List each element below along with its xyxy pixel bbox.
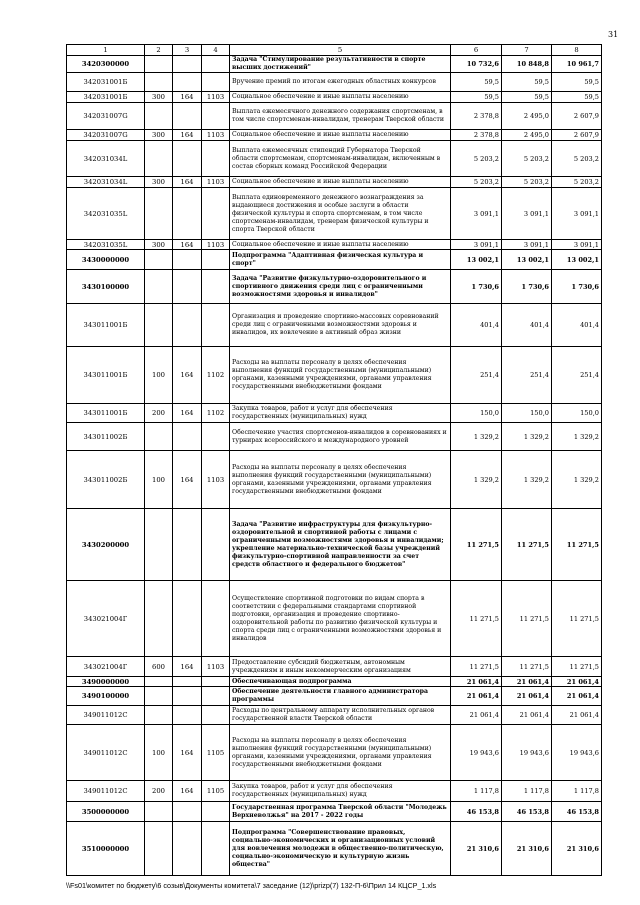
subsection-cell: 1105 bbox=[202, 781, 230, 802]
ministry-cell bbox=[173, 822, 202, 876]
subsection-cell bbox=[202, 509, 230, 581]
ministry-cell bbox=[173, 423, 202, 451]
subsection-cell bbox=[202, 687, 230, 706]
amount-2018-cell: 46 153,8 bbox=[502, 802, 552, 822]
description-cell: Организация и проведение спортивно-массовых соревнований среди лиц с ограниченными возможностями здоровья и инвалидов, их вовлечение в активный образ жизни bbox=[230, 304, 451, 347]
table-row bbox=[67, 188, 602, 240]
header-cell: 5 bbox=[230, 45, 451, 56]
description-cell: Государственная программа Тверской области "Молодежь Верхневолжья" на 2017 - 2022 годы bbox=[230, 802, 451, 822]
table-row bbox=[67, 103, 602, 130]
amount-2017-cell: 401,4 bbox=[451, 304, 502, 347]
code-cell: 342031035L bbox=[67, 188, 145, 240]
section-cell: 300 bbox=[145, 177, 173, 188]
description-cell: Задача "Развитие инфраструктуры для физкультурно-оздоровительной и спортивной работы с лицами с ограниченными возможностями здоровья и инвалидами; укрепление материально-технической базы учреждений физкультурно-спортивной направленности за счет средств областного и федерального бюджетов" bbox=[230, 509, 451, 581]
ministry-cell bbox=[173, 509, 202, 581]
table-row bbox=[67, 73, 602, 92]
amount-2019-cell: 11 271,5 bbox=[552, 581, 602, 657]
table-row bbox=[67, 581, 602, 657]
code-cell: 3510000000 bbox=[67, 822, 145, 876]
amount-2019-cell: 11 271,5 bbox=[552, 509, 602, 581]
description-cell: Расходы на выплаты персоналу в целях обеспечения выполнения функций государственными (муниципальными) органами, казенными учреждениями, органами управления государственными внебюджетными фондами bbox=[230, 725, 451, 781]
header-cell: 2 bbox=[145, 45, 173, 56]
amount-2018-cell: 5 203,2 bbox=[502, 177, 552, 188]
ministry-cell: 164 bbox=[173, 347, 202, 404]
description-cell: Задача "Развитие физкультурно-оздоровительного и спортивного движения среди лиц с ограниченными возможностями здоровья и инвалидов" bbox=[230, 270, 451, 304]
amount-2018-cell: 3 091,1 bbox=[502, 240, 552, 250]
ministry-cell bbox=[173, 304, 202, 347]
header-cell: 4 bbox=[202, 45, 230, 56]
section-cell bbox=[145, 304, 173, 347]
amount-2017-cell: 1 117,8 bbox=[451, 781, 502, 802]
description-cell: Осуществление спортивной подготовки по видам спорта в соответствии с федеральными стандартами спортивной подготовки, организация и проведение спортивно-оздоровительной работы по развитию физической культуры и спорта среди лиц с ограниченными возможностями здоровья и инвалидов bbox=[230, 581, 451, 657]
description-cell: Выплата ежемесячных стипендий Губернатора Тверской области спортсменам, спортсменам-инвалидам, включенным в состав сборных команд Российской Федерации bbox=[230, 141, 451, 177]
amount-2019-cell: 2 607,9 bbox=[552, 130, 602, 141]
table-row bbox=[67, 657, 602, 677]
ministry-cell bbox=[173, 141, 202, 177]
ministry-cell: 164 bbox=[173, 781, 202, 802]
ministry-cell bbox=[173, 73, 202, 92]
table-row bbox=[67, 802, 602, 822]
amount-2019-cell: 3 091,1 bbox=[552, 188, 602, 240]
description-cell: Выплата ежемесячного денежного содержания спортсменам, в том числе спортсменам-инвалидам, тренерам Тверской области bbox=[230, 103, 451, 130]
table-row bbox=[67, 56, 602, 73]
subsection-cell bbox=[202, 822, 230, 876]
subsection-cell bbox=[202, 581, 230, 657]
amount-2018-cell: 1 730,6 bbox=[502, 270, 552, 304]
section-cell bbox=[145, 73, 173, 92]
subsection-cell bbox=[202, 423, 230, 451]
subsection-cell: 1102 bbox=[202, 347, 230, 404]
amount-2019-cell: 1 329,2 bbox=[552, 451, 602, 509]
section-cell: 100 bbox=[145, 347, 173, 404]
amount-2018-cell: 11 271,5 bbox=[502, 581, 552, 657]
amount-2018-cell: 1 329,2 bbox=[502, 423, 552, 451]
description-cell: Обеспечивающая подпрограмма bbox=[230, 677, 451, 687]
description-cell: Подпрограмма "Адаптивная физическая культура и спорт" bbox=[230, 250, 451, 270]
code-cell: 3500000000 bbox=[67, 802, 145, 822]
amount-2017-cell: 3 091,1 bbox=[451, 188, 502, 240]
section-cell bbox=[145, 270, 173, 304]
code-cell: 343021004Г bbox=[67, 657, 145, 677]
ministry-cell bbox=[173, 56, 202, 73]
amount-2019-cell: 251,4 bbox=[552, 347, 602, 404]
ministry-cell bbox=[173, 687, 202, 706]
amount-2017-cell: 2 378,8 bbox=[451, 103, 502, 130]
section-cell bbox=[145, 188, 173, 240]
table-row bbox=[67, 423, 602, 451]
table-row bbox=[67, 304, 602, 347]
section-cell bbox=[145, 802, 173, 822]
table-row bbox=[67, 347, 602, 404]
ministry-cell bbox=[173, 677, 202, 687]
subsection-cell bbox=[202, 73, 230, 92]
amount-2019-cell: 1 329,2 bbox=[552, 423, 602, 451]
amount-2017-cell: 11 271,5 bbox=[451, 657, 502, 677]
amount-2017-cell: 2 378,8 bbox=[451, 130, 502, 141]
subsection-cell: 1105 bbox=[202, 725, 230, 781]
amount-2019-cell: 10 961,7 bbox=[552, 56, 602, 73]
table-row bbox=[67, 687, 602, 706]
amount-2017-cell: 21 061,4 bbox=[451, 677, 502, 687]
subsection-cell bbox=[202, 706, 230, 725]
table-row bbox=[67, 130, 602, 141]
code-cell: 342031034L bbox=[67, 141, 145, 177]
section-cell: 200 bbox=[145, 781, 173, 802]
header-row bbox=[67, 45, 602, 56]
section-cell bbox=[145, 677, 173, 687]
amount-2018-cell: 59,5 bbox=[502, 73, 552, 92]
amount-2018-cell: 21 061,4 bbox=[502, 687, 552, 706]
section-cell bbox=[145, 706, 173, 725]
file-path-footer: \\Fs01\комитет по бюджету\6 созыв\Документы комитета\7 заседание (12)\prizp(7) 132-П-6\Прил 14 КЦСР_1.xls bbox=[66, 881, 437, 890]
amount-2018-cell: 59,5 bbox=[502, 92, 552, 103]
code-cell: 343011001Б bbox=[67, 304, 145, 347]
description-cell: Расходы по центральному аппарату исполнительных органов государственной власти Тверской области bbox=[230, 706, 451, 725]
section-cell bbox=[145, 56, 173, 73]
subsection-cell bbox=[202, 677, 230, 687]
ministry-cell bbox=[173, 581, 202, 657]
ministry-cell: 164 bbox=[173, 240, 202, 250]
table-row bbox=[67, 270, 602, 304]
code-cell: 3420300000 bbox=[67, 56, 145, 73]
header-cell: 8 bbox=[552, 45, 602, 56]
table-row bbox=[67, 509, 602, 581]
section-cell: 100 bbox=[145, 451, 173, 509]
amount-2017-cell: 1 730,6 bbox=[451, 270, 502, 304]
header-cell: 3 bbox=[173, 45, 202, 56]
code-cell: 343021004Г bbox=[67, 581, 145, 657]
amount-2017-cell: 21 310,6 bbox=[451, 822, 502, 876]
amount-2017-cell: 3 091,1 bbox=[451, 240, 502, 250]
ministry-cell: 164 bbox=[173, 657, 202, 677]
table-row bbox=[67, 677, 602, 687]
subsection-cell: 1103 bbox=[202, 657, 230, 677]
description-cell: Обеспечение деятельности главного администратора программы bbox=[230, 687, 451, 706]
subsection-cell: 1103 bbox=[202, 451, 230, 509]
amount-2018-cell: 21 310,6 bbox=[502, 822, 552, 876]
amount-2017-cell: 46 153,8 bbox=[451, 802, 502, 822]
section-cell: 600 bbox=[145, 657, 173, 677]
amount-2018-cell: 19 943,6 bbox=[502, 725, 552, 781]
section-cell: 100 bbox=[145, 725, 173, 781]
amount-2018-cell: 2 495,0 bbox=[502, 103, 552, 130]
description-cell: Предоставление субсидий бюджетным, автономным учреждениям и иным некоммерческим организациям bbox=[230, 657, 451, 677]
description-cell: Социальное обеспечение и иные выплаты населению bbox=[230, 130, 451, 141]
subsection-cell bbox=[202, 802, 230, 822]
subsection-cell: 1102 bbox=[202, 404, 230, 423]
ministry-cell bbox=[173, 103, 202, 130]
description-cell: Социальное обеспечение и иные выплаты населению bbox=[230, 177, 451, 188]
description-cell: Закупка товаров, работ и услуг для обеспечения государственных (муниципальных) нужд bbox=[230, 404, 451, 423]
ministry-cell: 164 bbox=[173, 130, 202, 141]
description-cell: Задача "Стимулирование результативности в спорте высших достижений" bbox=[230, 56, 451, 73]
ministry-cell bbox=[173, 250, 202, 270]
subsection-cell bbox=[202, 250, 230, 270]
code-cell: 3490100000 bbox=[67, 687, 145, 706]
code-cell: 342031007G bbox=[67, 103, 145, 130]
description-cell: Социальное обеспечение и иные выплаты населению bbox=[230, 92, 451, 103]
code-cell: 342031001Б bbox=[67, 92, 145, 103]
table-row bbox=[67, 404, 602, 423]
table-row bbox=[67, 92, 602, 103]
page-number: 31 bbox=[608, 30, 619, 39]
amount-2019-cell: 59,5 bbox=[552, 92, 602, 103]
amount-2019-cell: 1 117,8 bbox=[552, 781, 602, 802]
subsection-cell bbox=[202, 270, 230, 304]
description-cell: Расходы на выплаты персоналу в целях обеспечения выполнения функций государственными (муниципальными) органами, казенными учреждениями, органами управления государственными внебюджетными фондами bbox=[230, 347, 451, 404]
amount-2018-cell: 10 848,8 bbox=[502, 56, 552, 73]
amount-2017-cell: 5 203,2 bbox=[451, 177, 502, 188]
subsection-cell bbox=[202, 103, 230, 130]
description-cell: Вручение премий по итогам ежегодных областных конкурсов bbox=[230, 73, 451, 92]
amount-2019-cell: 59,5 bbox=[552, 73, 602, 92]
description-cell: Расходы на выплаты персоналу в целях обеспечения выполнения функций государственными (муниципальными) органами, казенными учреждениями, органами управления государственными внебюджетными фондами bbox=[230, 451, 451, 509]
section-cell bbox=[145, 423, 173, 451]
header-cell: 1 bbox=[67, 45, 145, 56]
amount-2019-cell: 13 002,1 bbox=[552, 250, 602, 270]
amount-2018-cell: 3 091,1 bbox=[502, 188, 552, 240]
amount-2017-cell: 59,5 bbox=[451, 92, 502, 103]
amount-2017-cell: 21 061,4 bbox=[451, 706, 502, 725]
amount-2017-cell: 1 329,2 bbox=[451, 423, 502, 451]
section-cell bbox=[145, 687, 173, 706]
amount-2019-cell: 401,4 bbox=[552, 304, 602, 347]
header-cell: 6 bbox=[451, 45, 502, 56]
code-cell: 3430100000 bbox=[67, 270, 145, 304]
amount-2019-cell: 5 203,2 bbox=[552, 141, 602, 177]
table-row bbox=[67, 240, 602, 250]
ministry-cell: 164 bbox=[173, 177, 202, 188]
code-cell: 342031035L bbox=[67, 240, 145, 250]
amount-2017-cell: 251,4 bbox=[451, 347, 502, 404]
code-cell: 342031007G bbox=[67, 130, 145, 141]
code-cell: 349011012С bbox=[67, 781, 145, 802]
amount-2018-cell: 21 061,4 bbox=[502, 677, 552, 687]
amount-2017-cell: 150,0 bbox=[451, 404, 502, 423]
code-cell: 343011002Б bbox=[67, 423, 145, 451]
amount-2019-cell: 2 607,9 bbox=[552, 103, 602, 130]
amount-2017-cell: 11 271,5 bbox=[451, 581, 502, 657]
amount-2018-cell: 2 495,0 bbox=[502, 130, 552, 141]
subsection-cell bbox=[202, 304, 230, 347]
amount-2017-cell: 19 943,6 bbox=[451, 725, 502, 781]
description-cell: Закупка товаров, работ и услуг для обеспечения государственных (муниципальных) нужд bbox=[230, 781, 451, 802]
header-cell: 7 bbox=[502, 45, 552, 56]
subsection-cell bbox=[202, 188, 230, 240]
ministry-cell: 164 bbox=[173, 92, 202, 103]
amount-2018-cell: 13 002,1 bbox=[502, 250, 552, 270]
ministry-cell bbox=[173, 270, 202, 304]
section-cell bbox=[145, 141, 173, 177]
amount-2017-cell: 5 203,2 bbox=[451, 141, 502, 177]
amount-2017-cell: 21 061,4 bbox=[451, 687, 502, 706]
amount-2019-cell: 1 730,6 bbox=[552, 270, 602, 304]
amount-2019-cell: 5 203,2 bbox=[552, 177, 602, 188]
amount-2019-cell: 21 061,4 bbox=[552, 706, 602, 725]
amount-2018-cell: 401,4 bbox=[502, 304, 552, 347]
section-cell: 300 bbox=[145, 130, 173, 141]
amount-2018-cell: 11 271,5 bbox=[502, 509, 552, 581]
amount-2017-cell: 11 271,5 bbox=[451, 509, 502, 581]
code-cell: 3430000000 bbox=[67, 250, 145, 270]
ministry-cell: 164 bbox=[173, 725, 202, 781]
subsection-cell: 1103 bbox=[202, 240, 230, 250]
ministry-cell: 164 bbox=[173, 451, 202, 509]
ministry-cell bbox=[173, 188, 202, 240]
amount-2017-cell: 13 002,1 bbox=[451, 250, 502, 270]
amount-2017-cell: 1 329,2 bbox=[451, 451, 502, 509]
code-cell: 3490000000 bbox=[67, 677, 145, 687]
subsection-cell: 1103 bbox=[202, 130, 230, 141]
subsection-cell bbox=[202, 141, 230, 177]
section-cell: 200 bbox=[145, 404, 173, 423]
description-cell: Выплата единовременного денежного вознаграждения за выдающиеся достижения и особые заслуги в области физической культуры и спорта спортсменам, в том числе спортсменам-инвалидам, тренерам физической культуры и спорта Тверской области bbox=[230, 188, 451, 240]
section-cell: 300 bbox=[145, 92, 173, 103]
ministry-cell bbox=[173, 706, 202, 725]
amount-2019-cell: 3 091,1 bbox=[552, 240, 602, 250]
amount-2019-cell: 19 943,6 bbox=[552, 725, 602, 781]
amount-2018-cell: 5 203,2 bbox=[502, 141, 552, 177]
code-cell: 342031034L bbox=[67, 177, 145, 188]
amount-2019-cell: 46 153,8 bbox=[552, 802, 602, 822]
table-row bbox=[67, 141, 602, 177]
amount-2018-cell: 1 117,8 bbox=[502, 781, 552, 802]
code-cell: 343011002Б bbox=[67, 451, 145, 509]
amount-2019-cell: 21 061,4 bbox=[552, 677, 602, 687]
budget-table bbox=[66, 44, 602, 876]
amount-2018-cell: 150,0 bbox=[502, 404, 552, 423]
amount-2019-cell: 11 271,5 bbox=[552, 657, 602, 677]
amount-2019-cell: 150,0 bbox=[552, 404, 602, 423]
amount-2018-cell: 21 061,4 bbox=[502, 706, 552, 725]
amount-2017-cell: 59,5 bbox=[451, 73, 502, 92]
table-row bbox=[67, 822, 602, 876]
table-row bbox=[67, 725, 602, 781]
table-row bbox=[67, 177, 602, 188]
amount-2018-cell: 1 329,2 bbox=[502, 451, 552, 509]
code-cell: 342031001Б bbox=[67, 73, 145, 92]
table-row bbox=[67, 451, 602, 509]
table-row bbox=[67, 781, 602, 802]
ministry-cell: 164 bbox=[173, 404, 202, 423]
code-cell: 343011001Б bbox=[67, 404, 145, 423]
description-cell: Подпрограмма "Совершенствование правовых, социально-экономических и организационных условий для вовлечения молодежи в общественно-политическую, социально-экономическую и культурную жизнь общества" bbox=[230, 822, 451, 876]
table-row bbox=[67, 706, 602, 725]
amount-2019-cell: 21 061,4 bbox=[552, 687, 602, 706]
description-cell: Обеспечение участия спортсменов-инвалидов в соревнованиях и турнирах всероссийского и международного уровней bbox=[230, 423, 451, 451]
section-cell: 300 bbox=[145, 240, 173, 250]
code-cell: 3430200000 bbox=[67, 509, 145, 581]
description-cell: Социальное обеспечение и иные выплаты населению bbox=[230, 240, 451, 250]
code-cell: 343011001Б bbox=[67, 347, 145, 404]
subsection-cell: 1103 bbox=[202, 177, 230, 188]
amount-2019-cell: 21 310,6 bbox=[552, 822, 602, 876]
section-cell bbox=[145, 250, 173, 270]
amount-2018-cell: 11 271,5 bbox=[502, 657, 552, 677]
code-cell: 349011012С bbox=[67, 725, 145, 781]
amount-2017-cell: 10 732,6 bbox=[451, 56, 502, 73]
subsection-cell: 1103 bbox=[202, 92, 230, 103]
subsection-cell bbox=[202, 56, 230, 73]
table-row bbox=[67, 250, 602, 270]
ministry-cell bbox=[173, 802, 202, 822]
section-cell bbox=[145, 822, 173, 876]
section-cell bbox=[145, 509, 173, 581]
section-cell bbox=[145, 103, 173, 130]
amount-2018-cell: 251,4 bbox=[502, 347, 552, 404]
section-cell bbox=[145, 581, 173, 657]
code-cell: 349011012С bbox=[67, 706, 145, 725]
